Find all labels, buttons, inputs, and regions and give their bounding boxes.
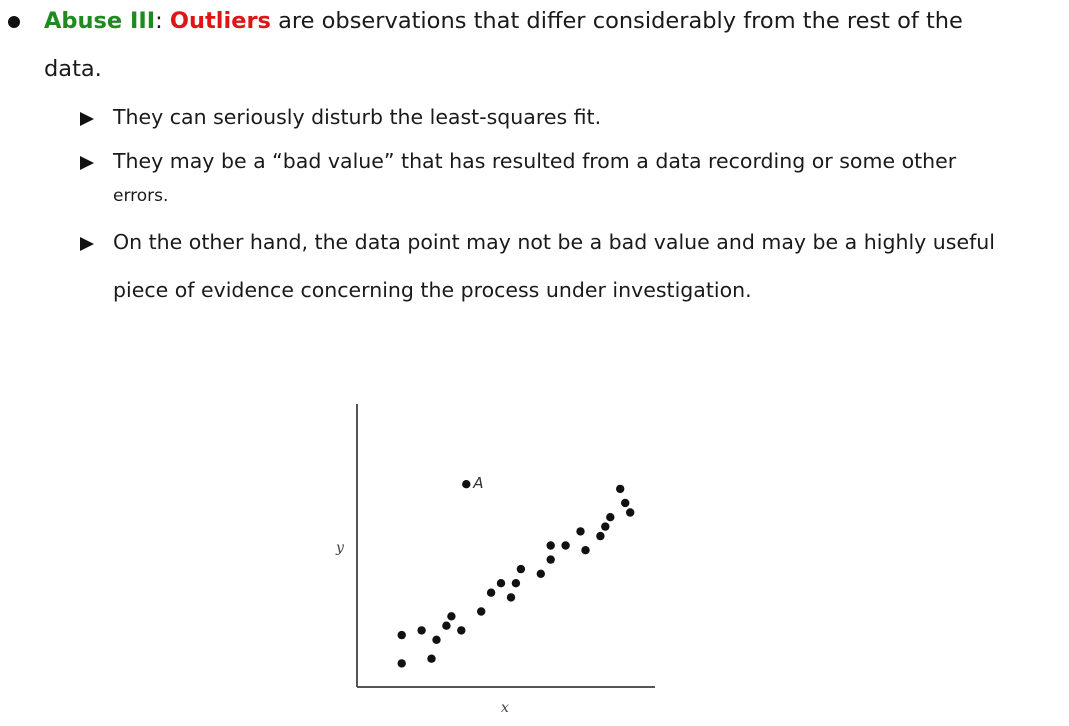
data-point: [417, 626, 425, 634]
data-point: [457, 626, 465, 634]
data-point: [561, 541, 569, 549]
main-bullet-text: are observations that differ considerably from the rest of the: [270, 8, 963, 34]
x-axis-label: x: [501, 700, 509, 716]
outlier-label: A: [473, 474, 484, 493]
y-axis-label: y: [336, 540, 344, 556]
data-point: [596, 532, 604, 540]
data-point: [512, 579, 520, 587]
data-point: [537, 570, 545, 578]
data-point: [398, 631, 406, 639]
main-bullet-line-2: data.: [44, 56, 102, 82]
colon: :: [155, 8, 170, 34]
data-point: [497, 579, 505, 587]
data-point: [576, 527, 584, 535]
data-point: [432, 636, 440, 644]
data-point: [626, 508, 634, 516]
data-point: [442, 622, 450, 630]
data-point: [547, 555, 555, 563]
data-points: [398, 474, 635, 667]
data-point: [621, 499, 629, 507]
sub-bullet-3-line-2: piece of evidence concerning the process under investigation.: [113, 278, 752, 302]
sub-bullet-2-line-1: They may be a “bad value” that has resulted from a data recording or some other: [113, 149, 957, 173]
sub-bullet-2-line-2: errors.: [113, 186, 169, 206]
data-point: [616, 485, 624, 493]
data-point: [398, 659, 406, 667]
data-point: [477, 607, 485, 615]
data-point: [581, 546, 589, 554]
sub-bullet-3-line-1: On the other hand, the data point may not be a bad value and may be a highly useful: [113, 230, 995, 254]
data-point: [487, 589, 495, 597]
data-point: [606, 513, 614, 521]
data-point: [447, 612, 455, 620]
outlier-point: [462, 480, 470, 488]
outliers-term: Outliers: [169, 8, 271, 34]
sub-bullet-1: They can seriously disturb the least-squares fit.: [113, 105, 602, 129]
data-point: [547, 541, 555, 549]
data-point: [601, 522, 609, 530]
data-point: [507, 593, 515, 601]
data-point: [427, 655, 435, 663]
data-point: [517, 565, 525, 573]
abuse-term: Abuse III: [44, 8, 156, 34]
